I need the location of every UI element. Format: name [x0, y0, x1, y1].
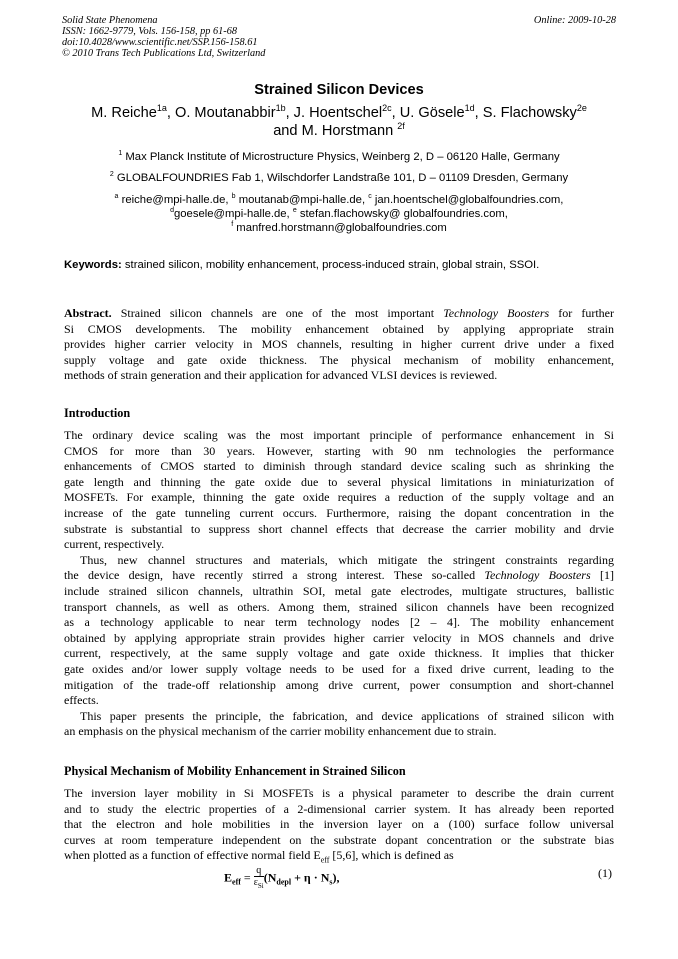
equation-1: [224, 865, 340, 892]
body-line: current, respectively.: [64, 537, 165, 552]
author-name: M. Reiche: [91, 105, 157, 121]
keywords: [64, 258, 624, 272]
email-link[interactable]: reiche@mpi-halle.de,: [118, 194, 232, 206]
eq-symbol: + η · N: [291, 870, 330, 885]
email-line: [40, 207, 638, 221]
copyright-line: © 2010 Trans Tech Publications Ltd, Switzerland: [62, 48, 266, 59]
text-run: the device design, have recently stirred a strong interest. These so-called: [64, 568, 485, 583]
author-affil-mark: 2f: [397, 121, 405, 131]
affiliation-1: [40, 150, 638, 164]
email-mark: d: [170, 207, 174, 214]
text-run: for further: [549, 306, 614, 320]
eq-subscript: s: [329, 877, 333, 887]
eq-denominator: [254, 877, 264, 892]
body-line: CMOS for more than 30 years. However, starting with 90 nm technologies the performance: [64, 443, 614, 458]
text-run: [1]: [590, 568, 614, 583]
section-heading-physical-mechanism: Physical Mechanism of Mobility Enhancement in Strained Silicon: [64, 764, 406, 778]
affil-mark: 1: [118, 150, 123, 157]
eq-subscript: Si: [257, 882, 264, 890]
body-line: mitigation of the trade-off relationship among drive current, power consumption and short-channel: [64, 677, 614, 692]
body-line: transport channels, as well as others. Among them, strained silicon channels have been recognized: [64, 599, 614, 614]
affil-text: GLOBALFOUNDRIES Fab 1, Wilschdorfer Landstraße 101, D – 01109 Dresden, Germany: [113, 172, 569, 184]
eq-symbol: E: [224, 870, 233, 885]
body-line: [64, 568, 614, 584]
body-line: Thus, new channel structures and materials, which mitigate the stringent constraints regarding: [80, 552, 614, 567]
keywords-text: strained silicon, mobility enhancement, process-induced strain, global strain, SSOI.: [121, 259, 540, 271]
author-affil-mark: 2c: [382, 103, 392, 113]
abstract-line: methods of strain generation and their application for advanced VLSI devices is reviewed.: [64, 368, 498, 383]
author-affil-mark: 1b: [275, 103, 286, 113]
email-mark: c: [368, 193, 372, 200]
body-line: current, respectively, at the same supply voltage and gate oxide thickness. It implies that thicker: [64, 646, 614, 661]
eq-subscript: eff: [232, 877, 241, 887]
journal-name: Solid State Phenomena: [62, 15, 158, 26]
author-affil-mark: 1d: [464, 103, 475, 113]
abstract-line: supply voltage and gate oxide thickness. The physical mechanism of mobility enhancement,: [64, 352, 614, 367]
eq-symbol: ε: [253, 877, 258, 888]
body-line: enhancements of CMOS started to diminish through standard device scaling such as shrinking the: [64, 459, 614, 474]
affil-mark: 2: [109, 171, 114, 178]
eq-numerator: q: [254, 865, 264, 877]
body-line: substrate is substantial to suppress short channel effects that decrease the carrier mobility and drvie: [64, 521, 614, 536]
body-line: curves at room temperature independent on the substrate dopant concentration or the substrate bias: [64, 832, 614, 847]
eq-operator: =: [240, 870, 254, 885]
body-line: This paper presents the principle, the fabrication, and device applications of strained silicon with: [80, 708, 614, 723]
journal-header: [62, 15, 422, 59]
email-link[interactable]: jan.hoentschel@globalfoundries.com,: [371, 194, 564, 206]
author-name: and M. Horstmann: [273, 123, 398, 139]
body-line: and to study the electric properties of a 2-dimensional carrier system. It has already been reported: [64, 801, 614, 816]
email-mark: b: [231, 193, 236, 200]
eq-symbol: ),: [332, 870, 340, 885]
doi-line: doi:10.4028/www.scientific.net/SSP.156-158.61: [62, 37, 258, 48]
body-line: gate oxides and/or lower supply voltage needs to be used for a fixed drive current, leading to the: [64, 661, 614, 676]
abstract-line: Si CMOS developments. The mobility enhancement obtained by applying appropriate strain: [64, 321, 614, 336]
emphasis: Technology Boosters: [484, 568, 591, 583]
author-name: , S. Flachowsky: [474, 105, 577, 121]
eq-fraction: [254, 865, 264, 892]
author-name: , J. Hoentschel: [285, 105, 383, 121]
introduction-body: [64, 428, 614, 740]
text-run: when plotted as a function of effective normal field E: [64, 848, 321, 863]
email-link[interactable]: manfred.horstmann@globalfoundries.com: [233, 222, 447, 234]
keywords-label: Keywords:: [64, 259, 122, 271]
email-mark: e: [292, 207, 297, 214]
author-name: , U. Gösele: [391, 105, 465, 121]
equation-number: (1): [598, 866, 612, 880]
online-date: Online: 2009-10-28: [533, 15, 616, 26]
section-heading-introduction: Introduction: [64, 406, 131, 420]
email-link[interactable]: moutanab@mpi-halle.de,: [235, 194, 369, 206]
body-line: gate length and thinning the gate oxide due to several physical limitations in miniaturization of: [64, 474, 614, 489]
issn-line: ISSN: 1662-9779, Vols. 156-158, pp 61-68: [62, 26, 238, 37]
author-affil-mark: 1a: [156, 103, 167, 113]
affil-text: Max Planck Institute of Microstructure Physics, Weinberg 2, D – 06120 Halle, Germany: [122, 151, 560, 163]
body-line: effects.: [64, 693, 99, 708]
email-link[interactable]: goesele@mpi-halle.de,: [173, 208, 293, 220]
eq-subscript: depl: [276, 877, 292, 887]
author-affil-mark: 2e: [576, 103, 587, 113]
email-line: [40, 193, 638, 207]
body-line: MOSFETs. For example, thinning the gate oxide requires a reduction of the supply voltage and an: [64, 490, 614, 505]
body-line: obtained by applying appropriate strain provides higher carrier velocity in MOS channels and drive: [64, 630, 614, 645]
email-list: [40, 193, 638, 235]
eq-symbol: (N: [263, 870, 277, 885]
affiliation-2: [40, 171, 638, 185]
subscript: eff: [320, 855, 330, 865]
paper-title: Strained Silicon Devices: [254, 82, 424, 98]
body-line: as a technology applicable to near term technology nodes [2 – 4]. The mobility enhancement: [64, 615, 614, 630]
abstract-line: provides higher carrier velocity in MOS channels, resulting in higher current drive under a fixed: [64, 337, 614, 352]
body-line: The inversion layer mobility in Si MOSFETs is a physical parameter to describe the drain current: [64, 786, 614, 800]
body-line: The ordinary device scaling was the most important principle of performance enhancement in Si: [64, 428, 614, 442]
email-link[interactable]: stefan.flachowsky@ globalfoundries.com,: [296, 208, 508, 220]
emphasis: Technology Boosters: [443, 306, 550, 320]
text-run: Strained silicon channels are one of the most important: [111, 306, 444, 320]
abstract-line: [64, 306, 614, 322]
email-mark: f: [231, 221, 234, 228]
author-name: , O. Moutanabbir: [166, 105, 276, 121]
author-list: [56, 104, 622, 140]
body-line: include strained silicon channels, ultrathin SOI, metal gate electrodes, multigate structures, ballistic: [64, 583, 614, 598]
text-run: [5,6], which is defined as: [329, 848, 454, 863]
email-mark: a: [114, 193, 119, 200]
body-line: that the electron and hole mobilities in the inversion layer on a (100) surface follow universal: [64, 817, 614, 832]
physical-mechanism-body: [64, 786, 614, 868]
email-line: [40, 221, 638, 235]
abstract: [64, 306, 614, 384]
body-line: increase of the gate tunneling current occurs. Furthermore, raising the dopant concentration in the: [64, 505, 614, 520]
abstract-label: Abstract.: [64, 306, 112, 320]
body-line: an emphasis on the physical mechanism of the carrier mobility enhancement due to strain.: [64, 724, 497, 739]
